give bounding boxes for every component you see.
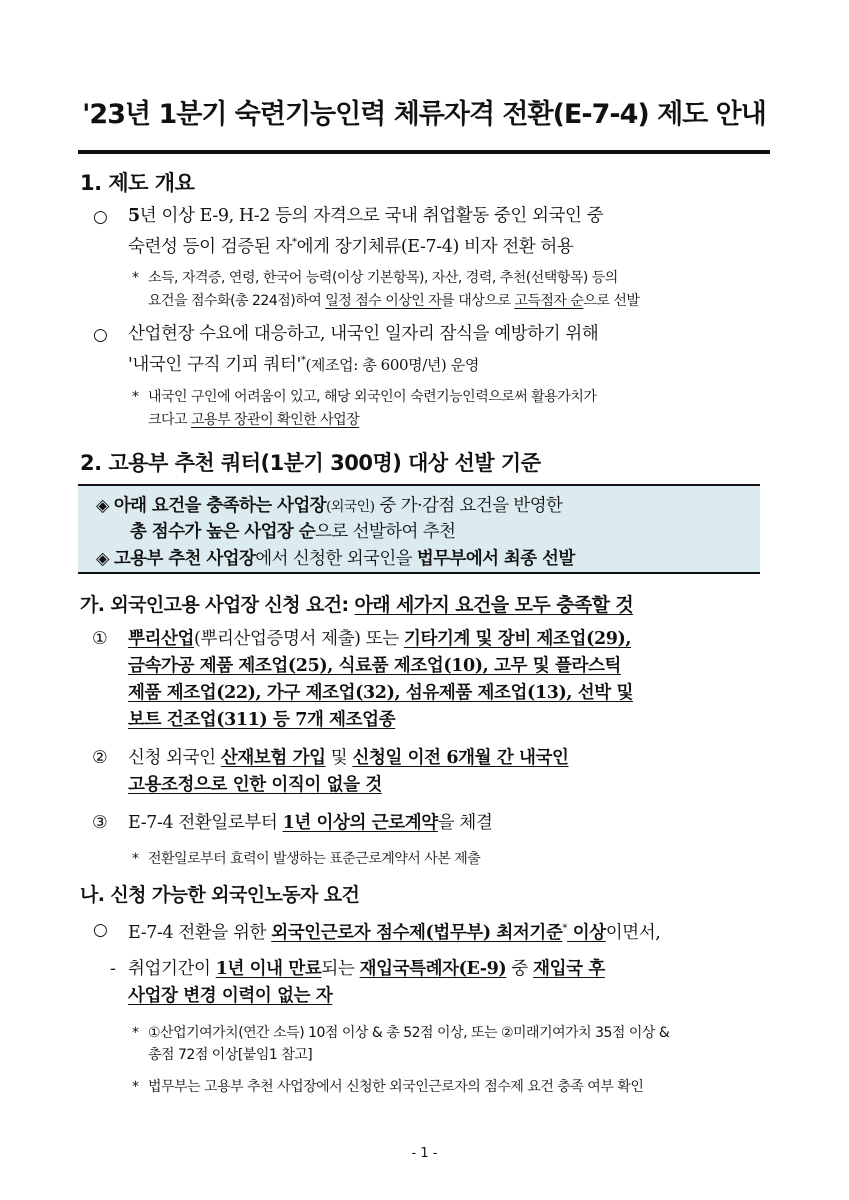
- s1-b1-line1: 5년 이상 E-9, H-2 등의 자격으로 국내 취업활동 중인 외국인 중: [128, 206, 604, 226]
- s1-n1-line2: 요건을 점수화(총 224점)하여 일정 점수 이상인 자를 대상으로 고득점자 순으로 선발: [148, 293, 640, 309]
- circled-3: ③: [92, 813, 108, 833]
- circled-2: ②: [92, 748, 108, 768]
- s1-b1-line2: 숙련성 등이 검증된 자*에게 장기체류(E-7-4) 비자 전환 허용: [128, 236, 574, 257]
- note-marker: *: [132, 851, 139, 867]
- ga-c3-line1: E-7-4 전환일로부터 1년 이상의 근로계약을 체결: [128, 813, 493, 833]
- na-n4-line1: ①산업기여가치(연간 소득) 10점 이상 & 총 52점 이상, 또는 ②미래기여가치 35점 이상 &: [148, 1025, 670, 1041]
- ga-n3-text: 전환일로부터 효력이 발생하는 표준근로계약서 사본 제출: [148, 851, 481, 867]
- na-b1-line1: E-7-4 전환을 위한 외국인근로자 점수제(법무부) 최저기준* 이상이면서,: [128, 922, 661, 943]
- s1-n1-line1: 소득, 자격증, 연령, 한국어 능력(이상 기본항목), 자산, 경력, 추천(선택항목) 등의: [148, 270, 618, 286]
- ga-c2-line2: 고용조정으로 인한 이직이 없을 것: [128, 775, 382, 795]
- bullet-circle: ○: [93, 325, 108, 345]
- note-marker: *: [132, 389, 139, 405]
- subsection-na-heading: 나. 신청 가능한 외국인노동자 요건: [80, 884, 360, 906]
- subsection-ga-heading: 가. 외국인고용 사업장 신청 요건: 아래 세가지 요건을 모두 충족할 것: [80, 594, 634, 616]
- bullet-circle: ○: [93, 207, 108, 227]
- s1-b2-line1: 산업현장 수요에 대응하고, 내국인 일자리 잠식을 예방하기 위해: [128, 324, 599, 344]
- circled-1: ①: [92, 629, 108, 649]
- dash-marker: -: [110, 959, 116, 979]
- s1-b2-line2: '내국인 구직 기피 쿼터'*(제조업: 총 600명/년) 운영: [128, 354, 479, 375]
- section-2-heading: 2. 고용부 추천 쿼터(1분기 300명) 대상 선발 기준: [80, 451, 541, 475]
- note-marker: *: [132, 270, 139, 286]
- ga-c1-line2: 금속가공 제품 제조업(25), 식료품 제조업(10), 고무 및 플라스틱: [128, 656, 621, 676]
- ga-c1-line4: 보트 건조업(311) 등 7개 제조업종: [128, 710, 396, 730]
- title-box: [78, 88, 770, 154]
- box-line2: 총 점수가 높은 사업장 순으로 선발하여 추천: [130, 522, 456, 542]
- note-marker: *: [132, 1025, 139, 1041]
- bullet-circle: ○: [93, 920, 108, 940]
- note-marker: *: [132, 1079, 139, 1095]
- na-n4-line2: 총점 72점 이상[붙임1 참고]: [148, 1047, 313, 1063]
- ga-c1-line3: 제품 제조업(22), 가구 제조업(32), 섬유제품 제조업(13), 선박 및: [128, 683, 633, 703]
- highlight-box: [78, 484, 760, 574]
- na-d1-line2: 사업장 변경 이력이 없는 자: [128, 986, 333, 1006]
- box-line1: ◈ 아래 요건을 충족하는 사업장(외국인) 중 가·감점 요건을 반영한: [96, 496, 563, 516]
- s1-n2-line2: 크다고 고용부 장관이 확인한 사업장: [148, 412, 360, 428]
- section-1-heading: 1. 제도 개요: [80, 171, 195, 195]
- na-d1-line1: 취업기간이 1년 이내 만료되는 재입국특례자(E-9) 중 재입국 후: [128, 959, 605, 979]
- na-n5-text: 법무부는 고용부 추천 사업장에서 신청한 외국인근로자의 점수제 요건 충족 여부 확인: [148, 1079, 644, 1095]
- ga-c1-line1: 뿌리산업(뿌리산업증명서 제출) 또는 기타기계 및 장비 제조업(29),: [128, 629, 632, 649]
- s1-n2-line1: 내국인 구인에 어려움이 있고, 해당 외국인이 숙련기능인력으로써 활용가치가: [148, 389, 597, 405]
- page-number: - 1 -: [411, 1146, 438, 1161]
- ga-c2-line1: 신청 외국인 산재보험 가입 및 신청일 이전 6개월 간 내국인: [128, 748, 569, 768]
- page-title: '23년 1분기 숙련기능인력 체류자격 전환(E-7-4) 제도 안내: [82, 99, 766, 130]
- box-line3: ◈ 고용부 추천 사업장에서 신청한 외국인을 법무부에서 최종 선발: [96, 549, 575, 569]
